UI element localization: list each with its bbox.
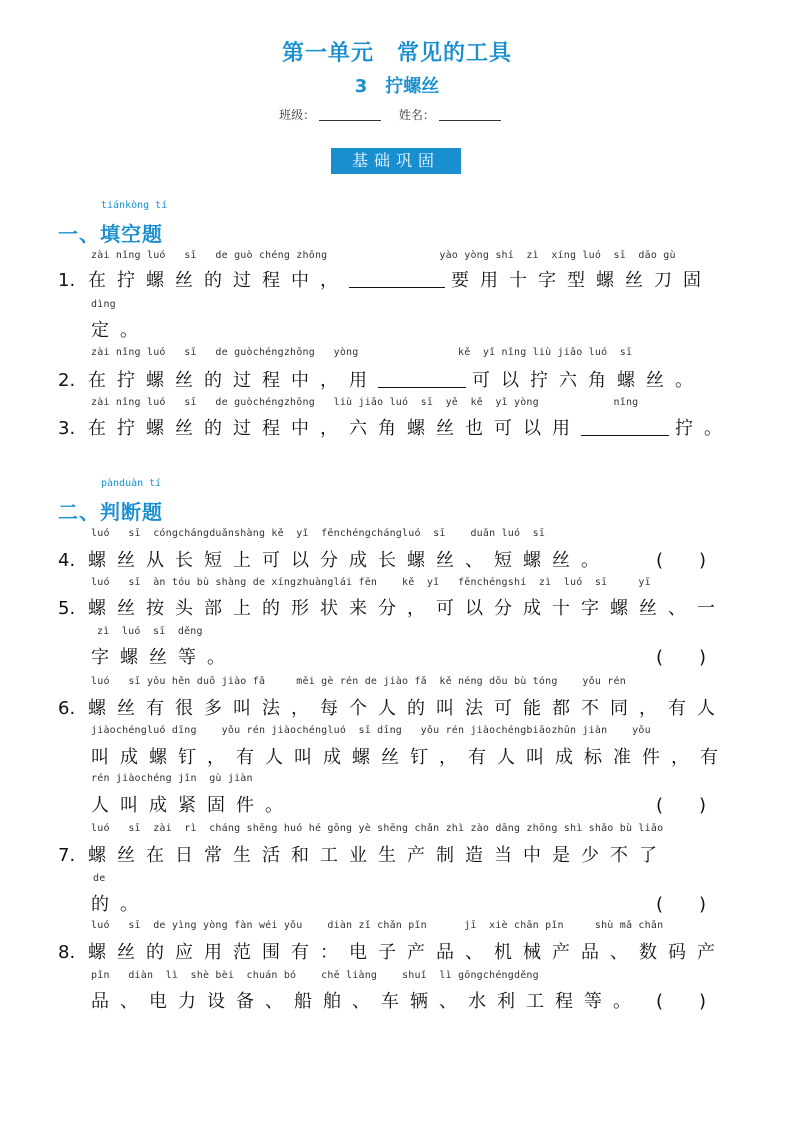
q1-pinyin-2: dìng <box>91 299 116 310</box>
q5-text-2: 字螺丝等。 <box>91 647 236 668</box>
q1-text-2: 定。 <box>91 320 149 341</box>
q1-line-2 <box>91 316 149 342</box>
class-label: 班级： <box>279 108 316 122</box>
q1-text-after: 要用十字型螺丝刀固 <box>451 270 712 291</box>
q3-number: 3. <box>58 418 76 439</box>
q3-line <box>58 414 733 440</box>
q7-number: 7. <box>58 845 76 866</box>
q6-text: 螺丝有很多叫法，每个人的叫法可能都不同，有人 <box>88 698 726 719</box>
q6-answer-paren[interactable]: ( ) <box>656 795 707 816</box>
q7-line-2 <box>91 890 149 916</box>
q1-number: 1. <box>58 270 76 291</box>
q6-number: 6. <box>58 698 76 719</box>
q8-pinyin-2: pǐn diàn lì shè bèi chuán bó chē liàng shuǐ lì gōngchéngděng <box>91 970 539 981</box>
q3-text-after: 拧。 <box>675 418 733 439</box>
q1-answer-blank[interactable] <box>349 269 445 288</box>
q2-number: 2. <box>58 370 76 391</box>
q6-text-2: 叫成螺钉，有人叫成螺丝钉，有人叫成标准件，有 <box>91 747 729 768</box>
q8-pinyin: luó sī de yìng yòng fàn wéi yǒu diàn zǐ chǎn pǐn jī xiè chǎn pǐn shù mǎ chǎn <box>91 920 664 931</box>
name-label: 姓名： <box>398 108 435 122</box>
q3-answer-blank[interactable] <box>581 417 669 436</box>
q5-number: 5. <box>58 598 76 619</box>
q5-pinyin-2: zì luó sī děng <box>97 626 203 637</box>
q2-text-before: 在拧螺丝的过程中，用 <box>88 370 378 391</box>
q2-pinyin: zài nǐng luó sī de guòchéngzhōng yòng kě yǐ nǐng liù jiǎo luó sī <box>91 347 633 358</box>
q5-line <box>58 594 726 620</box>
section2-title: 二、判断题 <box>58 500 163 524</box>
q8-text-2: 品、电力设备、船舶、车辆、水利工程等。 <box>91 991 642 1012</box>
q6-line <box>58 694 726 720</box>
q5-line-2 <box>91 643 236 669</box>
q6-text-3: 人叫成紧固件。 <box>91 795 294 816</box>
student-info-row <box>0 106 794 123</box>
q7-text-2: 的。 <box>91 894 149 915</box>
q4-answer-paren[interactable]: ( ) <box>656 550 707 571</box>
q3-text-before: 在拧螺丝的过程中，六角螺丝也可以用 <box>88 418 581 439</box>
section1-title: 一、填空题 <box>58 222 163 246</box>
section2-pinyin: pànduàn tí <box>101 478 162 489</box>
q8-text: 螺丝的应用范围有：电子产品、机械产品、数码产 <box>88 942 726 963</box>
q4-text: 螺丝从长短上可以分成长螺丝、短螺丝。 <box>88 550 610 571</box>
q1-line <box>58 266 712 292</box>
q2-answer-blank[interactable] <box>378 369 466 388</box>
q5-answer-paren[interactable]: ( ) <box>656 647 707 668</box>
q7-pinyin: luó sī zài rì cháng shēng huó hé gōng yè shēng chǎn zhì zào dāng zhōng shì shǎo bù liǎo <box>91 823 664 834</box>
section-badge: 基础巩固 <box>331 148 461 174</box>
q4-line <box>58 546 610 572</box>
q6-pinyin-3: rén jiàochéng jǐn gù jiàn <box>91 773 253 784</box>
q7-answer-paren[interactable]: ( ) <box>656 894 707 915</box>
q5-pinyin: luó sī àn tóu bù shàng de xíngzhuànglái fēn kě yǐ fēnchéngshí zì luó sī yī <box>91 577 651 588</box>
q8-answer-paren[interactable]: ( ) <box>656 991 707 1012</box>
q8-line <box>58 938 726 964</box>
q1-text-before: 在拧螺丝的过程中， <box>88 270 349 291</box>
q8-number: 8. <box>58 942 76 963</box>
q7-text: 螺丝在日常生活和工业生产制造当中是少不了 <box>88 845 668 866</box>
q6-line-2 <box>91 743 729 769</box>
class-blank[interactable] <box>319 120 381 121</box>
q6-pinyin-2: jiàochéngluó dīng yǒu rén jiàochéngluó sī dīng yǒu rén jiàochéngbiāozhǔn jiàn yǒu <box>91 725 651 736</box>
q3-pinyin: zài nǐng luó sī de guòchéngzhōng liù jiǎo luó sī yě kě yǐ yòng nǐng <box>91 397 639 408</box>
q7-pinyin-2: de <box>93 873 106 884</box>
q1-pinyin: zài nǐng luó sī de guò chéng zhōng yào yòng shí zì xíng luó sī dāo gù <box>91 250 676 261</box>
q4-pinyin: luó sī cóngchángduǎnshàng kě yǐ fēnchéngchángluó sī duǎn luó sī <box>91 528 546 539</box>
q4-number: 4. <box>58 550 76 571</box>
q6-pinyin: luó sī yǒu hěn duō jiào fǎ měi gè rén de jiào fǎ kě néng dōu bù tóng yǒu rén <box>91 676 626 687</box>
unit-title: 第一单元 常见的工具 <box>281 41 512 66</box>
name-blank[interactable] <box>439 120 501 121</box>
q8-line-2 <box>91 987 642 1013</box>
q7-line <box>58 841 668 867</box>
q2-line <box>58 366 704 392</box>
lesson-title: 3 拧螺丝 <box>354 76 440 97</box>
q2-text-after: 可以拧六角螺丝。 <box>472 370 704 391</box>
q5-text: 螺丝按头部上的形状来分，可以分成十字螺丝、一 <box>88 598 726 619</box>
q6-line-3 <box>91 791 294 817</box>
section1-pinyin: tiánkòng tí <box>101 200 168 211</box>
